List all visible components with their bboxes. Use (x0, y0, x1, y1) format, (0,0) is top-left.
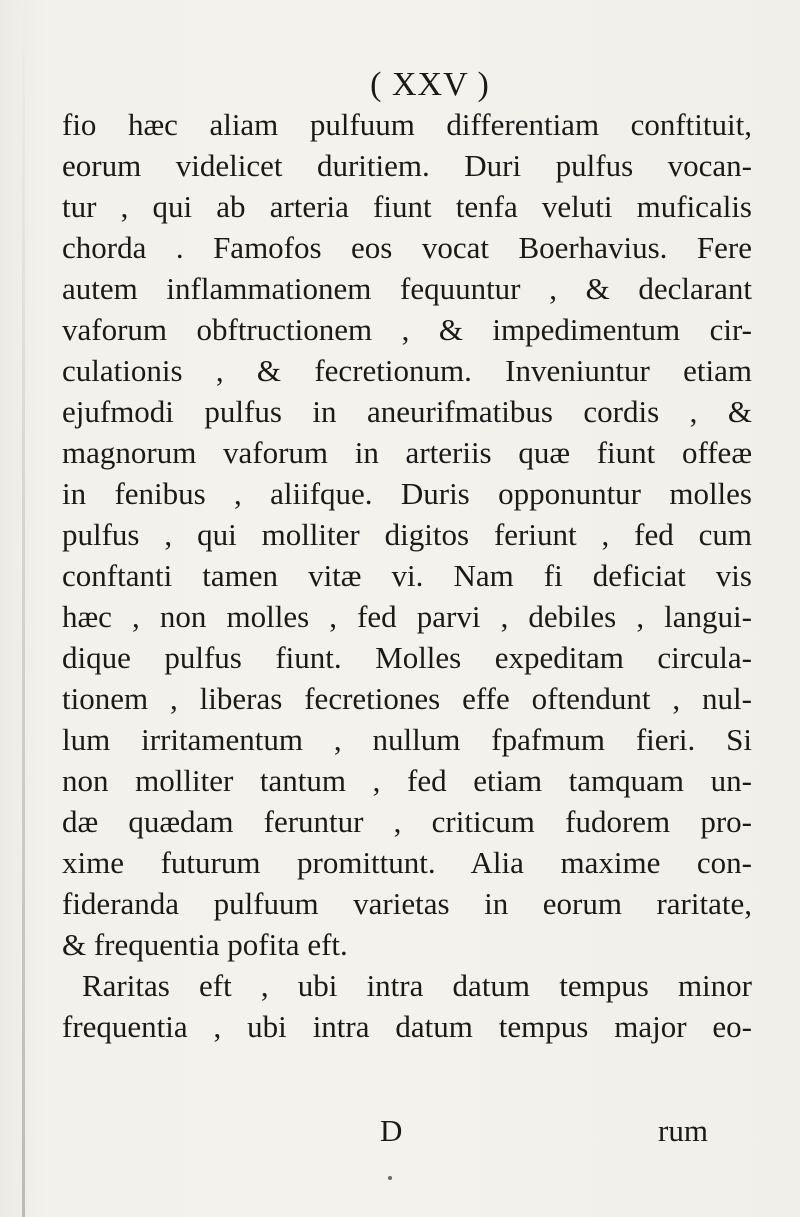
text-line: frequentia , ubi intra datum tempus major eo- (62, 1009, 752, 1044)
text-line: fio hæc aliam pulfuum differentiam conftituit, (62, 107, 752, 142)
text-line: dæ quædam feruntur , criticum fudorem pro- (62, 804, 752, 839)
page-gutter-shadow (22, 0, 25, 1217)
text-line: conftanti tamen vitæ vi. Nam fi deficiat vis (62, 558, 752, 593)
text-line: hæc , non molles , fed parvi , debiles , langui- (62, 599, 752, 634)
text-line: culationis , & fecretionum. Inveniuntur etiam (62, 353, 752, 388)
signature-mark: D (380, 1113, 403, 1148)
text-line: & frequentia pofita eft. (62, 927, 348, 962)
text-line: Raritas eft , ubi intra datum tempus minor (82, 968, 752, 1003)
text-line: non molliter tantum , fed etiam tamquam un- (62, 763, 752, 798)
text-line: lum irritamentum , nullum fpafmum fieri. Si (62, 722, 752, 757)
text-line: magnorum vaforum in arteriis quæ fiunt offeæ (62, 435, 752, 470)
running-head: ( XXV ) (370, 66, 490, 103)
body-text (62, 104, 752, 1047)
text-line: ejufmodi pulfus in aneurifmatibus cordis , & (62, 394, 752, 429)
text-line: vaforum obftructionem , & impedimentum cir- (62, 312, 752, 347)
ink-speck (388, 1176, 392, 1180)
text-line: eorum videlicet duritiem. Duri pulfus vocan- (62, 148, 752, 183)
text-line: xime futurum promittunt. Alia maxime con- (62, 845, 752, 880)
text-line: tionem , liberas fecretiones effe oftendunt , nul- (62, 681, 752, 716)
text-line: tur , qui ab arteria fiunt tenfa veluti muficalis (62, 189, 752, 224)
text-line: fideranda pulfuum varietas in eorum raritate, (62, 886, 752, 921)
text-line: pulfus , qui molliter digitos feriunt , fed cum (62, 517, 752, 552)
catchword: rum (658, 1113, 708, 1148)
text-line: in fenibus , aliifque. Duris opponuntur molles (62, 476, 752, 511)
page-footer (62, 1110, 752, 1151)
text-line: dique pulfus fiunt. Molles expeditam circula- (62, 640, 752, 675)
text-line: chorda . Famofos eos vocat Boerhavius. Fere (62, 230, 752, 265)
text-line: autem inflammationem fequuntur , & declarant (62, 271, 752, 306)
